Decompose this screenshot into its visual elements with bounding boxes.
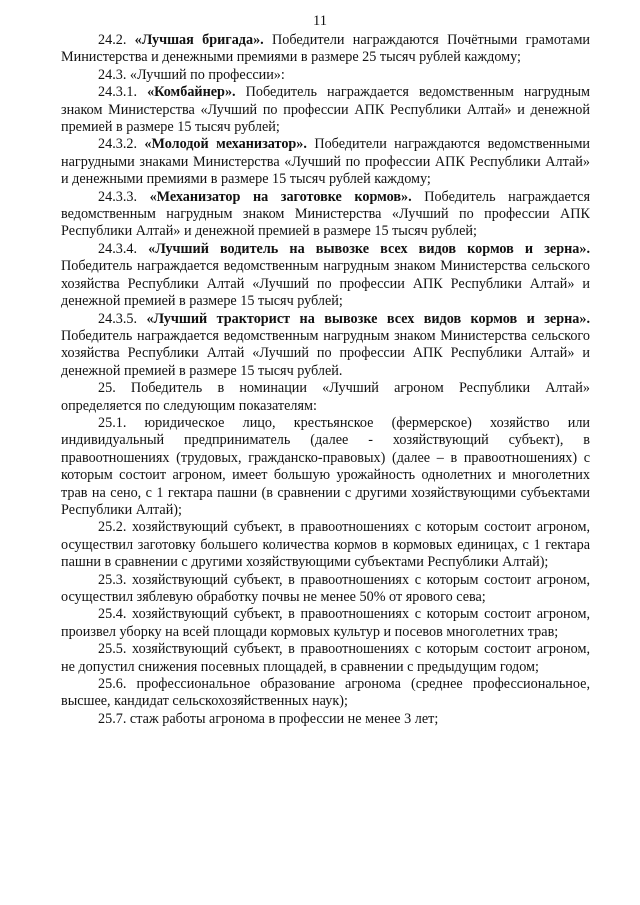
paragraph-25-7 xyxy=(61,711,590,728)
paragraph-25-2 xyxy=(61,519,590,571)
paragraph-25-3 xyxy=(61,572,590,607)
paragraph-25-6 xyxy=(61,676,590,711)
clause-number: 24.3.1. xyxy=(98,84,138,101)
clause-number: 25.1. xyxy=(98,414,127,431)
paragraph-text: хозяйствующий субъект, в правоотношениях с которым состоит агроном, произвел уборку на всей площади кормовых культур и посевов многолетних трав; xyxy=(61,606,590,640)
paragraph-text: Победители награждаются ведомственными нагрудными знаками Министерства «Лучший по профессии АПК Республики Алтай» и денежными премиями в размере 15 тысяч рублей каждому; xyxy=(61,136,591,188)
paragraph-24-3-5 xyxy=(61,311,590,381)
clause-number: 25.3. xyxy=(98,571,127,588)
paragraph-25 xyxy=(61,380,590,415)
clause-number: 24.3.3. xyxy=(98,188,138,205)
clause-number: 24.2. xyxy=(98,32,127,48)
clause-number: 25. xyxy=(98,380,116,397)
paragraph-text: хозяйствующий субъект, в правоотношениях с которым состоит агроном, осуществил заготовку большего количества кормов в кормовых единицах, с 1 гектара пашни в сравнении с другими хозяйствующими субъектами Республики Алтай); xyxy=(61,519,590,571)
paragraph-24-3-4 xyxy=(61,241,590,311)
nomination-title: «Механизатор на заготовке кормов». xyxy=(149,188,412,205)
clause-number: 24.3. xyxy=(98,66,127,83)
paragraph-text: стаж работы агронома в профессии не менее 3 лет; xyxy=(129,710,439,727)
paragraph-text: хозяйствующий субъект, в правоотношениях с которым состоит агроном, осуществил зяблевую обработку почвы не менее 50% от ярового сева; xyxy=(61,571,590,605)
clause-number: 24.3.4. xyxy=(98,240,138,257)
paragraph-24-3-2 xyxy=(61,136,590,188)
paragraph-25-4 xyxy=(61,606,590,641)
paragraph-text: «Лучший по профессии»: xyxy=(129,66,285,83)
clause-number: 25.2. xyxy=(98,519,127,536)
page-number: 11 xyxy=(313,13,327,29)
clause-number: 25.6. xyxy=(98,676,127,693)
clause-number: 25.7. xyxy=(98,710,127,727)
clause-number: 25.5. xyxy=(98,641,127,658)
paragraph-text: хозяйствующий субъект, в правоотношениях с которым состоит агроном, не допустил снижения посевных площадей, в сравнении с предыдущим годом; xyxy=(61,641,590,675)
paragraph-text: Победитель награждается ведомственным нагрудным знаком Министерства сельского хозяйства Республики Алтай «Лучший по профессии АПК Республики Алтай» и денежной премией в размере 15 тысяч рублей; xyxy=(61,258,590,310)
nomination-title: «Лучший тракторист на вывозке всех видов кормов и зерна». xyxy=(146,310,591,327)
nomination-title: «Лучшая бригада». xyxy=(134,32,264,48)
paragraph-24-3 xyxy=(61,67,590,84)
paragraph-text: Победители награждаются Почётными грамотами Министерства и денежными премиями в размере 25 тысяч рублей каждому; xyxy=(61,32,591,66)
paragraph-25-5 xyxy=(61,641,590,676)
nomination-title: «Молодой механизатор». xyxy=(144,136,307,153)
paragraph-24-2 xyxy=(61,32,590,67)
document-body xyxy=(61,32,590,728)
paragraph-text: Победитель в номинации «Лучший агроном Республики Алтай» определяется по следующим показателям: xyxy=(61,380,590,414)
paragraph-24-3-3 xyxy=(61,189,590,241)
paragraph-text: Победитель награждается ведомственным нагрудным знаком Министерства «Лучший по профессии АПК Республики Алтай» и денежной премией в размере 15 тысяч рублей; xyxy=(61,188,591,240)
nomination-title: «Комбайнер». xyxy=(147,84,236,101)
nomination-title: «Лучший водитель на вывозке всех видов кормов и зерна». xyxy=(148,240,591,257)
paragraph-24-3-1 xyxy=(61,84,590,136)
paragraph-text: юридическое лицо, крестьянское (фермерское) хозяйство или индивидуальный предприниматель (далее - хозяйствующий субъект), в правоотношениях (трудовых, гражданско-правовых) (далее – в правоотношениях) с которым состоит агроном, имеет большую урожайность однолетних и многолетних трав на сено, с 1 гектара пашни (в сравнении с другими хозяйствующими субъектами Республики Алтай); xyxy=(61,414,591,518)
paragraph-text: Победитель награждается ведомственным нагрудным знаком Министерства сельского хозяйства Республики Алтай «Лучший по профессии АПК Республики Алтай» и денежной премией в размере 15 тысяч рублей. xyxy=(61,327,590,379)
paragraph-text: профессиональное образование агронома (среднее профессиональное, высшее, кандидат сельскохозяйственных наук); xyxy=(61,676,590,710)
clause-number: 24.3.5. xyxy=(98,310,138,327)
paragraph-25-1 xyxy=(61,415,590,519)
clause-number: 24.3.2. xyxy=(98,136,138,153)
clause-number: 25.4. xyxy=(98,606,127,623)
paragraph-text: Победитель награждается ведомственным нагрудным знаком Министерства «Лучший по профессии АПК Республики Алтай» и денежной премией в размере 15 тысяч рублей; xyxy=(61,84,590,136)
